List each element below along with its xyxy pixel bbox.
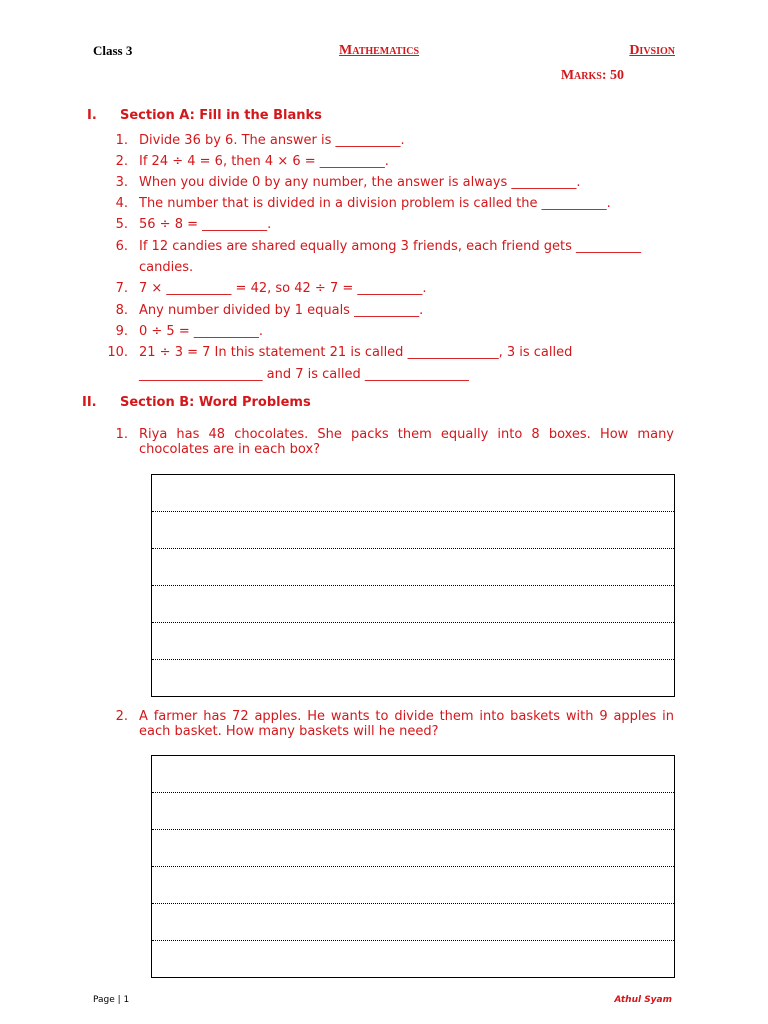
question-number: 6. [115, 239, 128, 254]
author-name: Athul Syam [614, 995, 672, 1005]
question-text-continued: ___________________ and 7 is called ________________ [139, 367, 469, 382]
answer-line[interactable] [152, 549, 674, 586]
problem-number: 1. [115, 427, 128, 442]
question-number: 10. [107, 345, 128, 360]
question-text: Divide 36 by 6. The answer is __________. [139, 133, 405, 148]
question-number: 5. [115, 217, 128, 232]
class-label: Class 3 [93, 43, 133, 58]
question-text: If 12 candies are shared equally among 3 friends, each friend gets __________ [139, 239, 641, 254]
question-text: If 24 ÷ 4 = 6, then 4 × 6 = __________. [139, 154, 389, 169]
answer-line[interactable] [152, 475, 674, 512]
marks-label: Marks: 50 [560, 68, 624, 83]
subject-title: Mathematics [339, 43, 420, 58]
section-b-numeral: II. [82, 395, 97, 410]
question-text: 7 × __________ = 42, so 42 ÷ 7 = __________. [139, 281, 427, 296]
answer-box[interactable] [151, 755, 675, 978]
answer-line[interactable] [152, 660, 674, 696]
question-number: 1. [115, 133, 128, 148]
question-text: When you divide 0 by any number, the answer is always __________. [139, 175, 581, 190]
answer-line[interactable] [152, 586, 674, 623]
question-number: 7. [115, 281, 128, 296]
section-a-numeral: I. [87, 108, 97, 123]
problem-text: Riya has 48 chocolates. She packs them equally into 8 boxes. How many chocolates are in each box? [139, 427, 674, 457]
question-text: 0 ÷ 5 = __________. [139, 324, 263, 339]
page-number: Page | 1 [93, 995, 130, 1005]
answer-line[interactable] [152, 512, 674, 549]
section-a-title: Section A: Fill in the Blanks [120, 108, 322, 123]
answer-line[interactable] [152, 867, 674, 904]
question-number: 3. [115, 175, 128, 190]
problem-number: 2. [115, 709, 128, 724]
answer-line[interactable] [152, 756, 674, 793]
question-text: 21 ÷ 3 = 7 In this statement 21 is called ______________, 3 is called [139, 345, 573, 360]
question-text: 56 ÷ 8 = __________. [139, 217, 272, 232]
question-text: Any number divided by 1 equals __________. [139, 303, 424, 318]
answer-line[interactable] [152, 941, 674, 977]
answer-line[interactable] [152, 830, 674, 867]
section-b-title: Section B: Word Problems [120, 395, 311, 410]
topic-title: Divsion [629, 43, 675, 58]
answer-line[interactable] [152, 904, 674, 941]
question-number: 2. [115, 154, 128, 169]
question-number: 4. [115, 196, 128, 211]
answer-box[interactable] [151, 474, 675, 697]
answer-line[interactable] [152, 623, 674, 660]
question-text: The number that is divided in a division problem is called the __________. [139, 196, 611, 211]
question-number: 8. [115, 303, 128, 318]
answer-line[interactable] [152, 793, 674, 830]
question-number: 9. [115, 324, 128, 339]
problem-text: A farmer has 72 apples. He wants to divide them into baskets with 9 apples in each basket. How many baskets will he need? [139, 709, 674, 739]
question-text-continued: candies. [139, 260, 194, 275]
